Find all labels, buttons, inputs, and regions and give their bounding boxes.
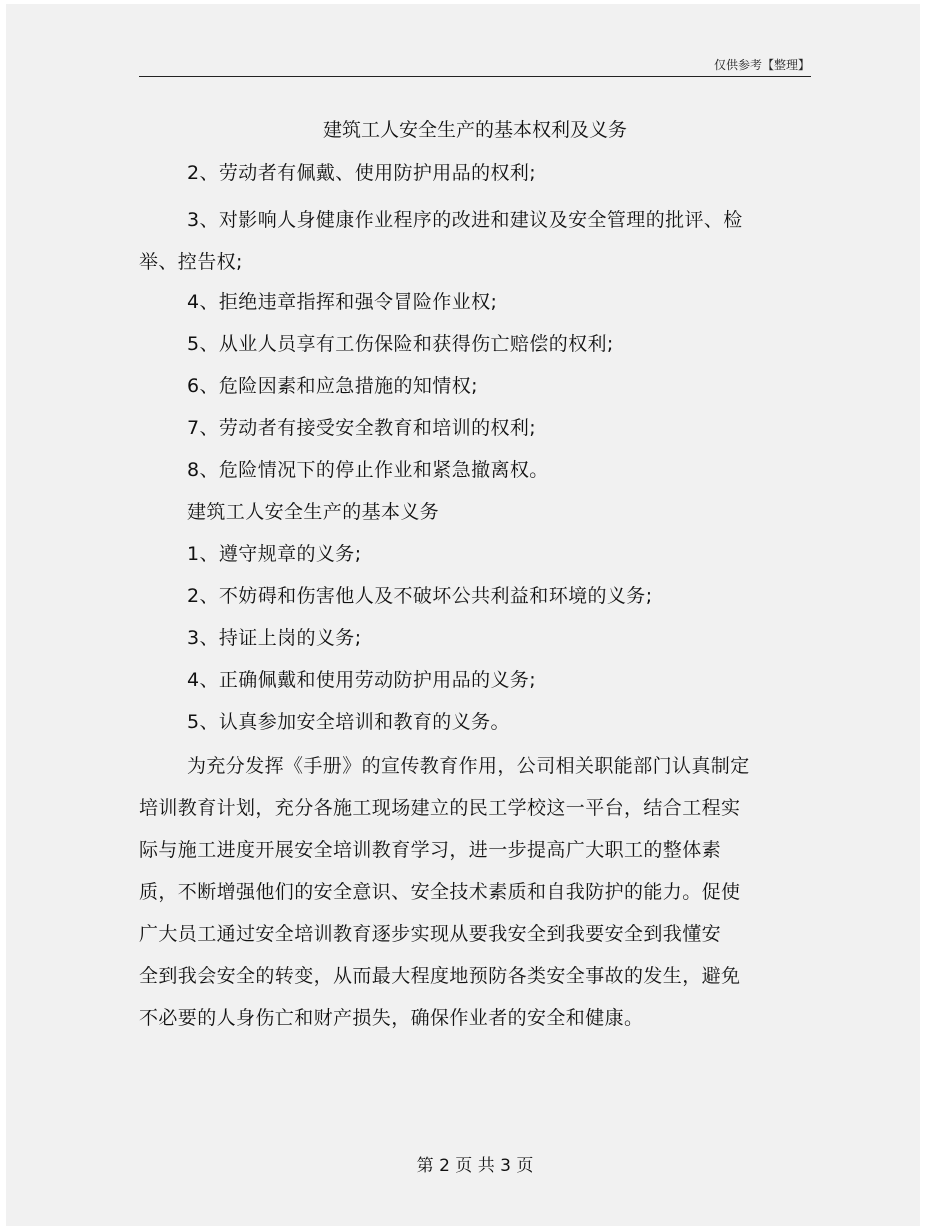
section-heading xyxy=(139,491,789,533)
body-paragraph xyxy=(139,152,789,194)
body-paragraph xyxy=(139,281,789,323)
body-paragraph xyxy=(139,701,789,743)
paragraph-line: 为充分发挥《手册》的宣传教育作用，公司相关职能部门认真制定 xyxy=(187,755,750,777)
paragraph-line: 质，不断增强他们的安全意识、安全技术素质和自我防护的能力。促使 xyxy=(139,881,741,903)
body-paragraph xyxy=(139,659,789,701)
paragraph-line: 2、不妨碍和伤害他人及不破坏公共利益和环境的义务; xyxy=(187,585,653,607)
paragraph-line: 6、危险因素和应急措施的知情权; xyxy=(187,375,478,397)
paragraph-line: 建筑工人安全生产的基本义务 xyxy=(187,501,440,523)
body-paragraph xyxy=(139,407,789,449)
paragraph-line: 3、持证上岗的义务; xyxy=(187,627,362,649)
paragraph-line: 1、遵守规章的义务; xyxy=(187,543,362,565)
paragraph-line: 7、劳动者有接受安全教育和培训的权利; xyxy=(187,417,537,439)
body-paragraph xyxy=(139,323,789,365)
header-note: 仅供参考【整理】 xyxy=(713,58,810,72)
page-indicator: 第 2 页 共 3 页 xyxy=(416,1156,534,1176)
paragraph-line: 3、对影响人身健康作业程序的改进和建议及安全管理的批评、检 xyxy=(187,209,743,231)
paragraph-line: 5、认真参加安全培训和教育的义务。 xyxy=(187,711,510,733)
body-paragraph xyxy=(139,449,789,491)
document-page xyxy=(6,4,920,1226)
paragraph-line: 不必要的人身伤亡和财产损失，确保作业者的安全和健康。 xyxy=(139,1007,644,1029)
body-paragraph xyxy=(139,199,789,283)
body-paragraph xyxy=(139,617,789,659)
paragraph-line: 5、从业人员享有工伤保险和获得伤亡赔偿的权利; xyxy=(187,333,614,355)
body-paragraph xyxy=(139,533,789,575)
body-paragraph xyxy=(139,745,789,1039)
body-paragraph xyxy=(139,365,789,407)
header-divider xyxy=(139,76,811,77)
body-paragraph xyxy=(139,575,789,617)
document-title: 建筑工人安全生产的基本权利及义务 xyxy=(322,119,627,141)
paragraph-line: 全到我会安全的转变，从而最大程度地预防各类安全事故的发生，避免 xyxy=(139,965,741,987)
paragraph-line: 8、危险情况下的停止作业和紧急撤离权。 xyxy=(187,459,549,481)
paragraph-line: 举、控告权; xyxy=(139,251,243,273)
paragraph-line: 广大员工通过安全培训教育逐步实现从要我安全到我要安全到我懂安 xyxy=(139,923,722,945)
paragraph-line: 2、劳动者有佩戴、使用防护用品的权利; xyxy=(187,162,537,184)
paragraph-line: 4、拒绝违章指挥和强令冒险作业权; xyxy=(187,291,498,313)
paragraph-line: 培训教育计划，充分各施工现场建立的民工学校这一平台，结合工程实 xyxy=(139,797,741,819)
paragraph-line: 际与施工进度开展安全培训教育学习，进一步提高广大职工的整体素 xyxy=(139,839,722,861)
paragraph-line: 4、正确佩戴和使用劳动防护用品的义务; xyxy=(187,669,537,691)
